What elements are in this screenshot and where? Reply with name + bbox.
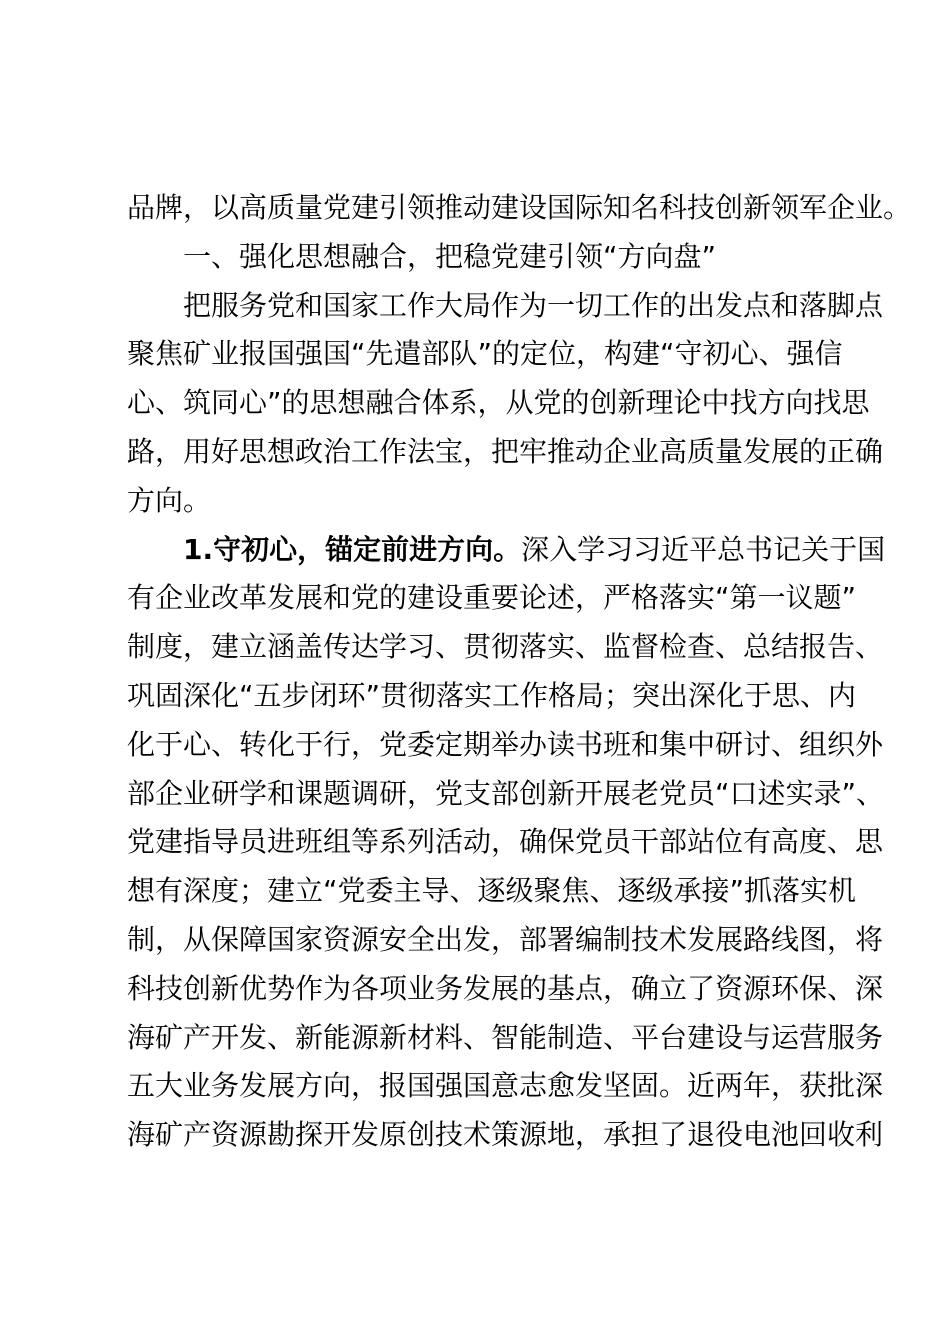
text-line: 把服务党和国家工作大局作为一切工作的出发点和落脚点 — [183, 288, 884, 322]
item-text: 深入学习习近平总书记关于国 — [521, 532, 886, 566]
text-line: 制度，建立涵盖传达学习、贯彻落实、监督检查、总结报告、 — [127, 630, 884, 664]
text-line: 部企业研学和课题调研，党支部创新开展老党员“口述实录”、 — [127, 776, 885, 810]
text-line: 化于心、转化于行，党委定期举办读书班和集中研讨、组织外 — [127, 727, 884, 761]
item-heading: 1.守初心，锚定前进方向。 — [183, 532, 522, 566]
text-line: 海矿产资源勘探开发原创技术策源地，承担了退役电池回收利 — [127, 1118, 884, 1152]
text-line: 科技创新优势作为各项业务发展的基点，确立了资源环保、深 — [127, 971, 884, 1005]
text-line: 方向。 — [127, 483, 212, 517]
section-heading — [127, 233, 832, 282]
text-line: 有企业改革发展和党的建设重要论述，严格落实“第一议题” — [127, 581, 857, 615]
paragraph-item-1 — [127, 526, 886, 1160]
paragraph-intro — [127, 282, 884, 526]
text-line: 品牌，以高质量党建引领推动建设国际知名科技创新领军企业。 — [127, 191, 912, 224]
paragraph-continuation — [127, 184, 912, 233]
text-line: 党建指导员进班组等系列活动，确保党员干部站位有高度、思 — [127, 825, 884, 859]
text-line — [127, 526, 886, 575]
text-line: 路，用好思想政治工作法宝，把牢推动企业高质量发展的正确 — [127, 434, 884, 468]
text-line: 心、筑同心”的思想融合体系，从党的创新理论中找方向找思 — [127, 386, 870, 420]
text-line: 巩固深化“五步闭环”贯彻落实工作格局；突出深化于思、内 — [127, 678, 857, 712]
text-line: 五大业务发展方向，报国强国意志愈发坚固。近两年，获批深 — [127, 1069, 884, 1103]
text-line: 想有深度；建立“党委主导、逐级聚焦、逐级承接”抓落实机 — [127, 874, 857, 908]
heading-text: 一、强化思想融合，把稳党建引领“方向盘” — [183, 239, 717, 273]
text-line: 聚焦矿业报国强国“先遣部队”的定位，构建“守初心、强信 — [127, 337, 843, 371]
text-line: 海矿产开发、新能源新材料、智能制造、平台建设与运营服务 — [127, 1020, 884, 1054]
text-line: 制，从保障国家资源安全出发，部署编制技术发展路线图，将 — [127, 922, 884, 956]
document-body — [127, 184, 912, 1160]
